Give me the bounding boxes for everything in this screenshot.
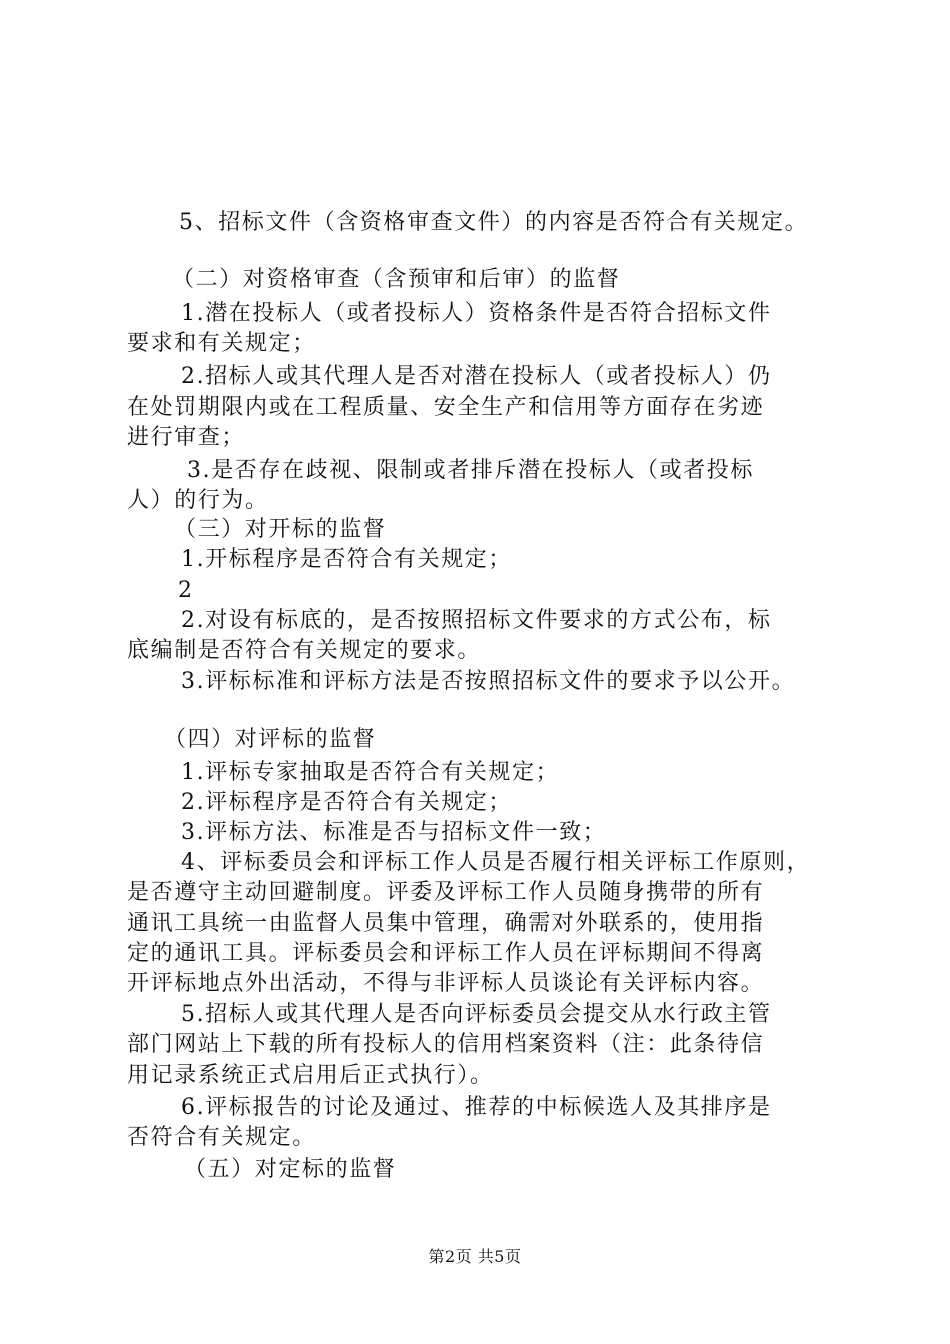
- text-line: 底编制是否符合有关规定的要求。: [127, 638, 482, 663]
- text-line: 5.招标人或其代理人是否向评标委员会提交从水行政主管: [181, 1002, 772, 1027]
- text-line: 部门网站上下载的所有投标人的信用档案资料（注：此条待信: [127, 1032, 765, 1057]
- text-line: 用记录系统正式启用后正式执行）。: [127, 1063, 494, 1088]
- text-line: 3.评标方法、标准是否与招标文件一致；: [181, 820, 607, 845]
- text-line: 通讯工具统一由监督人员集中管理，确需对外联系的，使用指: [127, 911, 765, 936]
- section-heading: （二）对资格审查（含预审和后审）的监督: [172, 267, 621, 292]
- section-heading: （五）对定标的监督: [184, 1157, 397, 1182]
- text-line: 1.潜在投标人（或者投标人）资格条件是否符合招标文件: [181, 301, 772, 326]
- text-line: 是否遵守主动回避制度。评委及评标工作人员随身携带的所有: [127, 880, 765, 905]
- text-line: 1.评标专家抽取是否符合有关规定；: [181, 760, 560, 785]
- page-footer: 第2页 共5页: [428, 1247, 522, 1266]
- text-line: 1.开标程序是否符合有关规定；: [181, 547, 512, 572]
- text-line: 2.评标程序是否符合有关规定；: [181, 790, 512, 815]
- text-line: 进行审查；: [127, 425, 246, 450]
- text-line: 否符合有关规定。: [127, 1125, 316, 1150]
- section-heading: （三）对开标的监督: [174, 517, 387, 542]
- section-heading: （四）对评标的监督: [164, 727, 377, 752]
- text-line: 2.对设有标底的，是否按照招标文件要求的方式公布，标: [181, 608, 772, 633]
- text-line: 3.是否存在歧视、限制或者排斥潜在投标人（或者投标: [187, 458, 754, 483]
- text-line: 人）的行为。: [127, 488, 269, 513]
- text-line: 5、招标文件（含资格审查文件）的内容是否符合有关规定。: [179, 210, 809, 235]
- text-line: 2.招标人或其代理人是否对潜在投标人（或者投标人）仍: [181, 364, 772, 389]
- text-line: 定的通讯工具。评标委员会和评标工作人员在评标期间不得离: [127, 941, 765, 966]
- text-line: 要求和有关规定；: [127, 331, 316, 356]
- text-line: 6.评标报告的讨论及通过、推荐的中标候选人及其排序是: [181, 1095, 772, 1120]
- text-line: 4、评标委员会和评标工作人员是否履行相关评标工作原则，: [181, 850, 811, 875]
- text-line: 3.评标标准和评标方法是否按照招标文件的要求予以公开。: [181, 669, 796, 694]
- text-line: 开评标地点外出活动，不得与非评标人员谈论有关评标内容。: [127, 971, 765, 996]
- text-line: 在处罚期限内或在工程质量、安全生产和信用等方面存在劣迹: [127, 395, 765, 420]
- page-number-fragment: 2: [178, 578, 194, 603]
